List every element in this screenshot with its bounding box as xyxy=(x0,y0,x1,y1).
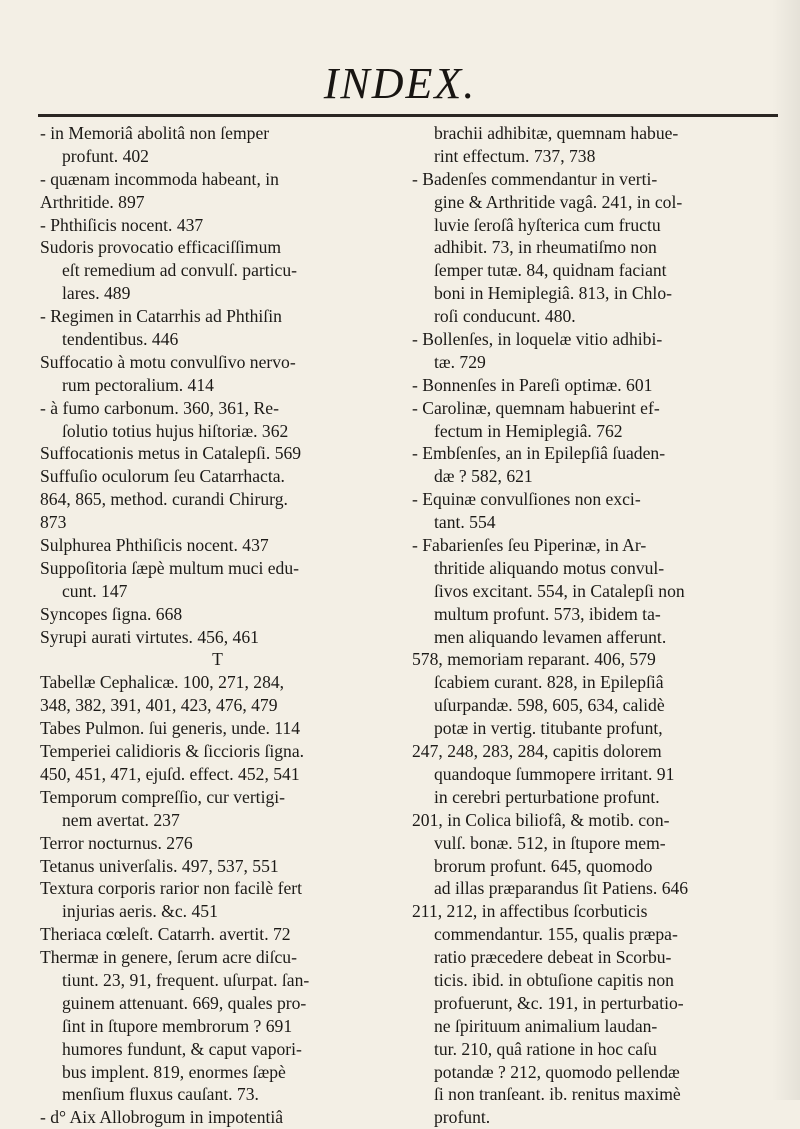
index-line: ſemper tutæ. 84, quidnam faciant xyxy=(434,260,667,281)
index-line: Textura corporis rarior non facilè fert xyxy=(40,878,303,899)
index-line: Suppoſitoria ſæpè multum muci edu- xyxy=(40,557,299,578)
index-line: Syrupi aurati virtutes. 456, 461 xyxy=(40,626,259,647)
index-line: ad illas præparandus ſit Patiens. 646 xyxy=(434,878,689,899)
index-line: T xyxy=(212,649,223,670)
index-line: brachii adhibitæ, quemnam habue- xyxy=(434,123,679,143)
index-line: ne ſpirituum animalium laudan- xyxy=(434,1015,658,1036)
index-line: nem avertat. 237 xyxy=(62,809,180,830)
index-line: ticis. ibid. in obtuſione capitis non xyxy=(434,969,674,990)
index-line: bus implent. 819, enormes ſæpè xyxy=(62,1061,286,1082)
index-line: uſurpandæ. 598, 605, 634, calidè xyxy=(434,695,665,716)
index-line: - Phthiſicis nocent. 437 xyxy=(40,214,204,235)
index-line: Suffuſio oculorum ſeu Catarrhacta. xyxy=(40,466,285,487)
index-line: tiunt. 23, 91, frequent. uſurpat. ſan- xyxy=(62,969,310,990)
index-line: profuerunt, &c. 191, in perturbatio- xyxy=(434,992,684,1013)
index-line: 348, 382, 391, 401, 423, 476, 479 xyxy=(40,695,278,716)
index-line: eſt remedium ad convulſ. particu- xyxy=(62,260,297,281)
index-line: lares. 489 xyxy=(62,283,131,304)
index-line: tæ. 729 xyxy=(434,351,486,372)
index-line: guinem attenuant. 669, quales pro- xyxy=(62,992,307,1013)
page-header: INDEX. xyxy=(323,59,477,108)
index-line: potæ in vertig. titubante profunt, xyxy=(434,718,663,739)
index-line: tendentibus. 446 xyxy=(62,329,179,350)
index-line: Tetanus univerſalis. 497, 537, 551 xyxy=(40,855,279,876)
index-line: gine & Arthritide vagâ. 241, in col- xyxy=(434,191,683,212)
index-line: tur. 210, quâ ratione in hoc caſu xyxy=(434,1038,657,1059)
index-line: Syncopes ſigna. 668 xyxy=(40,603,183,624)
index-line: Temperiei calidioris & ſiccioris ſigna. xyxy=(40,741,305,762)
index-line: 201, in Colica biliofâ, & motib. con- xyxy=(412,809,670,830)
index-line: menſium fluxus cauſant. 73. xyxy=(62,1084,259,1105)
index-line: - in Memoriâ abolitâ non ſemper xyxy=(40,123,270,143)
index-line: thritide aliquando motus convul- xyxy=(434,557,665,578)
index-line: ſivos excitant. 554, in Catalepſi non xyxy=(434,580,685,601)
index-line: 450, 451, 471, ejuſd. effect. 452, 541 xyxy=(40,763,300,784)
index-line: - Badenſes commendantur in verti- xyxy=(412,168,658,189)
index-line: Theriaca cœleſt. Catarrh. avertit. 72 xyxy=(40,924,291,945)
index-line: cunt. 147 xyxy=(62,580,128,601)
right-column xyxy=(412,122,777,1129)
index-line: ratio præcedere debeat in Scorbu- xyxy=(434,947,672,968)
left-column xyxy=(40,122,395,1129)
index-line: - quænam incommoda habeant, in xyxy=(40,168,279,189)
index-line: Sulphurea Phthiſicis nocent. 437 xyxy=(40,535,269,556)
header-rule xyxy=(38,114,778,117)
index-line: in cerebri perturbatione profunt. xyxy=(434,786,660,807)
index-line: ſi non tranſeant. ib. renitus maximè xyxy=(434,1084,681,1105)
index-line: - Bollenſes, in loquelæ vitio adhibi- xyxy=(412,329,663,350)
index-line: adhibit. 73, in rheumatiſmo non xyxy=(434,237,657,258)
index-line: profunt. 402 xyxy=(62,145,149,166)
index-line: ſolutio totius hujus hiſtoriæ. 362 xyxy=(62,420,289,441)
index-line: - Equinæ convulſiones non exci- xyxy=(412,489,641,510)
index-line: 578, memoriam reparant. 406, 579 xyxy=(412,649,656,670)
index-line: humores fundunt, & caput vapori- xyxy=(62,1038,302,1059)
index-line: - Bonnenſes in Pareſi optimæ. 601 xyxy=(412,374,653,395)
index-line: vulſ. bonæ. 512, in ſtupore mem- xyxy=(434,832,666,853)
index-line: fectum in Hemiplegiâ. 762 xyxy=(434,420,623,441)
index-line: ſint in ſtupore membrorum ? 691 xyxy=(62,1015,293,1036)
index-line: Thermæ in genere, ſerum acre diſcu- xyxy=(40,947,297,968)
index-line: Temporum compreſſio, cur vertigi- xyxy=(40,786,286,807)
index-line: dæ ? 582, 621 xyxy=(434,466,533,487)
index-line: - Carolinæ, quemnam habuerint ef- xyxy=(412,397,660,418)
index-line: 247, 248, 283, 284, capitis dolorem xyxy=(412,741,662,762)
index-line: Suffocationis metus in Catalepſi. 569 xyxy=(40,443,302,464)
index-line: commendantur. 155, qualis præpa- xyxy=(434,924,678,945)
index-line: boni in Hemiplegiâ. 813, in Chlo- xyxy=(434,283,672,304)
index-line: Sudoris provocatio efficaciſſimum xyxy=(40,237,282,258)
index-line: - d° Aix Allobrogum in impotentiâ xyxy=(40,1107,284,1128)
index-line: 873 xyxy=(40,512,67,533)
page-edge-shadow xyxy=(772,0,800,1100)
index-line: 211, 212, in affectibus ſcorbuticis xyxy=(412,901,648,922)
index-line: - Embſenſes, an in Epilepſiâ ſuaden- xyxy=(412,443,666,464)
index-line: quandoque ſummopere irritant. 91 xyxy=(434,763,675,784)
index-line: profunt. xyxy=(434,1107,491,1128)
index-line: Arthritide. 897 xyxy=(40,191,145,212)
index-line: injurias aeris. &c. 451 xyxy=(62,901,218,922)
index-line: 864, 865, method. curandi Chirurg. xyxy=(40,489,288,510)
index-line: roſi conducunt. 480. xyxy=(434,306,576,327)
index-line: men aliquando levamen afferunt. xyxy=(434,626,667,647)
index-line: Terror nocturnus. 276 xyxy=(40,832,193,853)
index-line: brorum profunt. 645, quomodo xyxy=(434,855,653,876)
index-line: rum pectoralium. 414 xyxy=(62,374,214,395)
index-line: Suffocatio à motu convulſivo nervo- xyxy=(40,351,296,372)
index-line: - à fumo carbonum. 360, 361, Re- xyxy=(40,397,279,418)
index-line: Tabes Pulmon. ſui generis, unde. 114 xyxy=(40,718,301,739)
index-line: tant. 554 xyxy=(434,512,496,533)
index-line: - Regimen in Catarrhis ad Phthiſin xyxy=(40,306,282,327)
index-line: multum profunt. 573, ibidem ta- xyxy=(434,603,661,624)
index-line: ſcabiem curant. 828, in Epilepſiâ xyxy=(434,672,664,693)
index-line: Tabellæ Cephalicæ. 100, 271, 284, xyxy=(40,672,285,693)
index-line: luvie ſeroſâ hyſterica cum fructu xyxy=(434,214,661,235)
index-line: - Fabarienſes ſeu Piperinæ, in Ar- xyxy=(412,535,647,556)
index-line: potandæ ? 212, quomodo pellendæ xyxy=(434,1061,680,1082)
index-line: rint effectum. 737, 738 xyxy=(434,145,596,166)
